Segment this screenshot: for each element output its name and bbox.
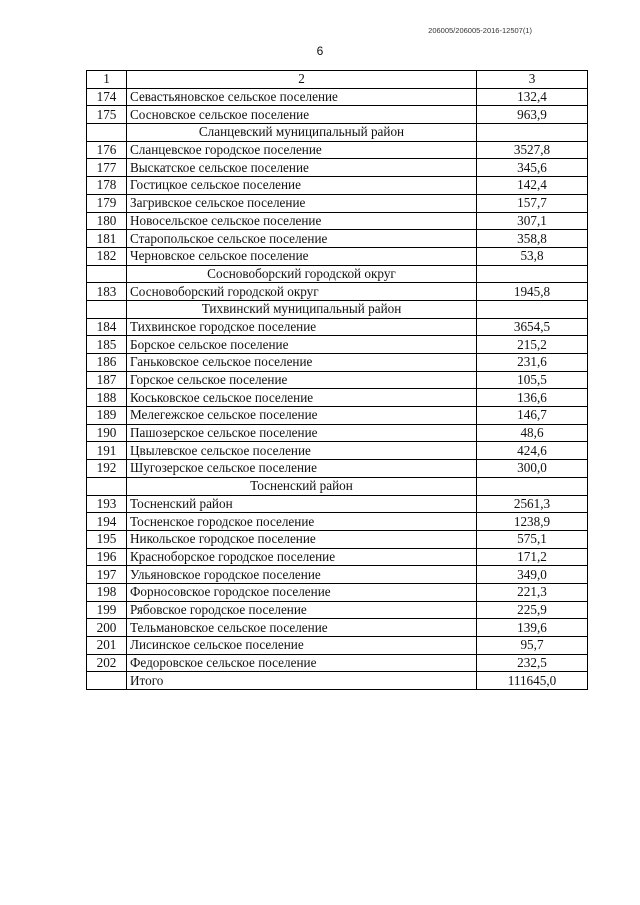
table-section-row <box>87 265 588 283</box>
row-value: 231,6 <box>477 354 588 372</box>
row-number: 189 <box>87 407 127 425</box>
section-title: Тихвинский муниципальный район <box>127 300 477 318</box>
row-name: Цвылевское сельское поселение <box>127 442 477 460</box>
table-row <box>87 654 588 672</box>
table-header-row <box>87 71 588 89</box>
table-row <box>87 530 588 548</box>
page-number: 6 <box>316 44 324 58</box>
row-number: 197 <box>87 566 127 584</box>
row-name: Ганьковское сельское поселение <box>127 354 477 372</box>
row-value: 142,4 <box>477 177 588 195</box>
row-value: 95,7 <box>477 637 588 655</box>
row-value: 146,7 <box>477 407 588 425</box>
table-row <box>87 583 588 601</box>
document-id: 206005/206005-2016-12507(1) <box>428 26 532 35</box>
row-number: 174 <box>87 88 127 106</box>
row-name: Сосновское сельское поселение <box>127 106 477 124</box>
column-header-value: 3 <box>477 71 588 89</box>
table-row <box>87 354 588 372</box>
row-number: 178 <box>87 177 127 195</box>
row-number: 181 <box>87 230 127 248</box>
row-number: 192 <box>87 460 127 478</box>
table-row <box>87 548 588 566</box>
row-value: 3527,8 <box>477 141 588 159</box>
table-body <box>87 71 588 690</box>
row-value: 111645,0 <box>477 672 588 690</box>
table-row <box>87 389 588 407</box>
section-value-cell <box>477 265 588 283</box>
row-value: 225,9 <box>477 601 588 619</box>
table-row <box>87 88 588 106</box>
row-number: 184 <box>87 318 127 336</box>
table-row <box>87 159 588 177</box>
row-value: 105,5 <box>477 371 588 389</box>
table-row <box>87 212 588 230</box>
section-value-cell <box>477 124 588 142</box>
table-row <box>87 177 588 195</box>
row-number: 196 <box>87 548 127 566</box>
row-number: 199 <box>87 601 127 619</box>
row-number: 198 <box>87 583 127 601</box>
row-number: 190 <box>87 424 127 442</box>
table-row <box>87 318 588 336</box>
row-number: 176 <box>87 141 127 159</box>
column-header-name: 2 <box>127 71 477 89</box>
column-header-number: 1 <box>87 71 127 89</box>
table-row <box>87 460 588 478</box>
row-name: Тосненский район <box>127 495 477 513</box>
row-name: Сланцевское городское поселение <box>127 141 477 159</box>
section-number-cell <box>87 300 127 318</box>
row-value: 232,5 <box>477 654 588 672</box>
table-row <box>87 230 588 248</box>
row-name: Тосненское городское поселение <box>127 513 477 531</box>
table-row <box>87 407 588 425</box>
row-name: Старопольское сельское поселение <box>127 230 477 248</box>
section-value-cell <box>477 477 588 495</box>
table-row <box>87 106 588 124</box>
row-value: 221,3 <box>477 583 588 601</box>
row-number: 186 <box>87 354 127 372</box>
row-name: Коськовское сельское поселение <box>127 389 477 407</box>
row-value: 1945,8 <box>477 283 588 301</box>
row-number: 185 <box>87 336 127 354</box>
row-number: 200 <box>87 619 127 637</box>
table-row <box>87 619 588 637</box>
table-row <box>87 283 588 301</box>
row-name: Красноборское городское поселение <box>127 548 477 566</box>
row-value: 345,6 <box>477 159 588 177</box>
row-value: 1238,9 <box>477 513 588 531</box>
row-number: 202 <box>87 654 127 672</box>
row-name: Севастьяновское сельское поселение <box>127 88 477 106</box>
row-number: 183 <box>87 283 127 301</box>
table-row <box>87 601 588 619</box>
row-value: 3654,5 <box>477 318 588 336</box>
row-name: Лисинское сельское поселение <box>127 637 477 655</box>
row-name: Итого <box>127 672 477 690</box>
row-name: Тихвинское городское поселение <box>127 318 477 336</box>
table-row <box>87 637 588 655</box>
row-name: Выскатское сельское поселение <box>127 159 477 177</box>
table-section-row <box>87 124 588 142</box>
row-name: Рябовское городское поселение <box>127 601 477 619</box>
row-name: Ульяновское городское поселение <box>127 566 477 584</box>
table-row <box>87 513 588 531</box>
row-number: 194 <box>87 513 127 531</box>
allocation-table <box>86 70 588 690</box>
table-row <box>87 336 588 354</box>
table-row <box>87 424 588 442</box>
row-value: 349,0 <box>477 566 588 584</box>
row-name: Тельмановское сельское поселение <box>127 619 477 637</box>
row-name: Шугозерское сельское поселение <box>127 460 477 478</box>
section-value-cell <box>477 300 588 318</box>
table-row <box>87 141 588 159</box>
row-number: 177 <box>87 159 127 177</box>
row-name: Черновское сельское поселение <box>127 247 477 265</box>
row-value: 963,9 <box>477 106 588 124</box>
section-number-cell <box>87 477 127 495</box>
table-row <box>87 194 588 212</box>
row-value: 132,4 <box>477 88 588 106</box>
section-title: Сланцевский муниципальный район <box>127 124 477 142</box>
row-value: 215,2 <box>477 336 588 354</box>
row-name: Гостицкое сельское поселение <box>127 177 477 195</box>
section-title: Сосновоборский городской округ <box>127 265 477 283</box>
row-name: Федоровское сельское поселение <box>127 654 477 672</box>
row-name: Горское сельское поселение <box>127 371 477 389</box>
row-value: 157,7 <box>477 194 588 212</box>
row-value: 358,8 <box>477 230 588 248</box>
row-value: 307,1 <box>477 212 588 230</box>
row-value: 48,6 <box>477 424 588 442</box>
row-number: 180 <box>87 212 127 230</box>
section-title: Тосненский район <box>127 477 477 495</box>
row-value: 136,6 <box>477 389 588 407</box>
row-name: Борское сельское поселение <box>127 336 477 354</box>
section-number-cell <box>87 124 127 142</box>
row-number <box>87 672 127 690</box>
row-name: Новосельское сельское поселение <box>127 212 477 230</box>
row-number: 182 <box>87 247 127 265</box>
table-row <box>87 371 588 389</box>
row-number: 195 <box>87 530 127 548</box>
section-number-cell <box>87 265 127 283</box>
row-number: 179 <box>87 194 127 212</box>
row-name: Сосновоборский городской округ <box>127 283 477 301</box>
row-value: 575,1 <box>477 530 588 548</box>
table-row <box>87 566 588 584</box>
row-name: Никольское городское поселение <box>127 530 477 548</box>
row-number: 201 <box>87 637 127 655</box>
row-name: Форносовское городское поселение <box>127 583 477 601</box>
table-row <box>87 495 588 513</box>
table-row <box>87 247 588 265</box>
row-number: 191 <box>87 442 127 460</box>
table-section-row <box>87 300 588 318</box>
row-value: 300,0 <box>477 460 588 478</box>
row-name: Мелегежское сельское поселение <box>127 407 477 425</box>
table-row <box>87 442 588 460</box>
table-section-row <box>87 477 588 495</box>
row-value: 171,2 <box>477 548 588 566</box>
row-number: 175 <box>87 106 127 124</box>
row-value: 424,6 <box>477 442 588 460</box>
row-name: Загривское сельское поселение <box>127 194 477 212</box>
table-total-row <box>87 672 588 690</box>
row-number: 187 <box>87 371 127 389</box>
row-value: 53,8 <box>477 247 588 265</box>
row-number: 188 <box>87 389 127 407</box>
row-name: Пашозерское сельское поселение <box>127 424 477 442</box>
row-value: 2561,3 <box>477 495 588 513</box>
row-number: 193 <box>87 495 127 513</box>
row-value: 139,6 <box>477 619 588 637</box>
